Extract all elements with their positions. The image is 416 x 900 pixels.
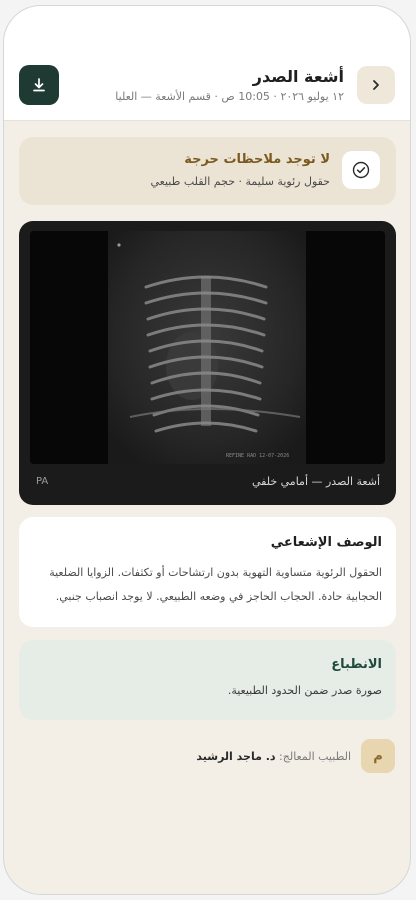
xray-watermark: REFINE RAD 12-07-2026 bbox=[226, 453, 290, 459]
xray-caption: أشعة الصدر — أمامي خلفي bbox=[251, 475, 380, 488]
physician-name: د. ماجد الرشيد bbox=[196, 749, 276, 763]
status-check-box bbox=[342, 151, 380, 189]
physician-row bbox=[196, 738, 395, 774]
impression-card bbox=[19, 640, 396, 720]
physician-info bbox=[196, 750, 351, 763]
description-card bbox=[19, 517, 396, 627]
chest-xray-illustration bbox=[30, 231, 385, 464]
back-button[interactable] bbox=[357, 66, 395, 104]
status-title: لا توجد ملاحظات حرجة bbox=[184, 152, 330, 167]
app-header bbox=[4, 6, 410, 121]
description-title: الوصف الإشعاعي bbox=[270, 535, 382, 550]
description-body: الحقول الرئوية متساوية التهوية بدون ارتشاحات أو تكثفات. الزوايا الضلعية الحجابية حادة. الحجاب الحاجز في وضعه الطبيعي. لا يوجد انصباب جنبي. bbox=[49, 566, 382, 603]
xray-image[interactable] bbox=[30, 231, 385, 464]
check-circle-icon bbox=[352, 161, 370, 179]
download-icon bbox=[31, 77, 47, 93]
status-subtitle: حقول رئوية سليمة · حجم القلب طبيعي bbox=[150, 175, 330, 188]
physician-label: الطبيب المعالج: bbox=[279, 749, 351, 763]
xray-card[interactable] bbox=[19, 221, 396, 505]
download-button[interactable] bbox=[19, 65, 59, 105]
avatar: م bbox=[361, 739, 395, 773]
page-subtitle: ١٢ يوليو ٢٠٢٦ · 10:05 ص · قسم الأشعة — العليا bbox=[115, 90, 344, 103]
impression-body: صورة صدر ضمن الحدود الطبيعية. bbox=[227, 684, 382, 697]
xray-view-label: PA bbox=[36, 476, 49, 487]
page-title: أشعة الصدر bbox=[252, 67, 344, 86]
chevron-right-icon bbox=[370, 79, 382, 91]
status-card bbox=[19, 137, 396, 205]
phone-screen bbox=[3, 5, 411, 895]
impression-title: الانطباع bbox=[331, 657, 382, 672]
